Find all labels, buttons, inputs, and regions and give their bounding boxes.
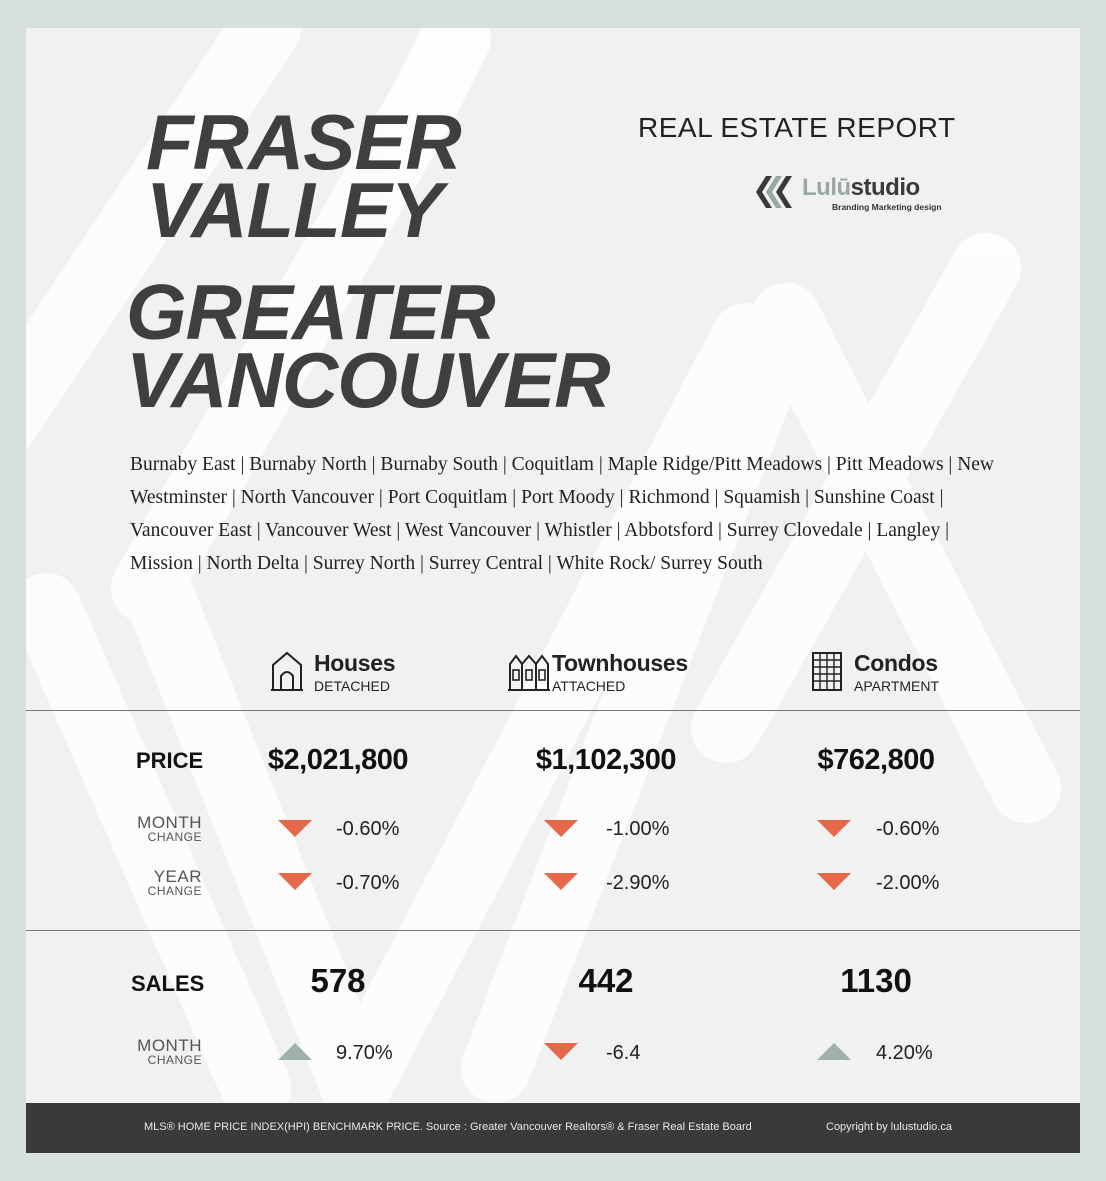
logo-wordmark (802, 174, 920, 202)
month-change-houses: -0.60% (336, 818, 400, 840)
footer-bar (26, 1103, 1080, 1153)
logo-brand-light: Lulū (802, 174, 851, 201)
column-name: Condos (854, 650, 938, 676)
down-arrow-icon (278, 820, 312, 838)
year-change-townhouses: -2.90% (606, 872, 670, 894)
title-line: VALLEY (146, 166, 442, 254)
year-change-label (112, 868, 202, 898)
column-subtitle: ATTACHED (552, 678, 626, 694)
title-line: FRASER (146, 98, 461, 186)
down-arrow-icon (544, 1043, 578, 1061)
townhouse-icon (508, 650, 550, 692)
footer-source: MLS® HOME PRICE INDEX(HPI) BENCHMARK PRICE. Source : Greater Vancouver Realtors® & Fraser Real Estate Board (144, 1121, 752, 1133)
sales-change-condos: 4.20% (876, 1042, 933, 1064)
sales-condos: 1130 (840, 962, 912, 999)
column-subtitle: APARTMENT (854, 678, 940, 694)
label-line: YEAR (153, 867, 202, 886)
year-change-houses: -0.70% (336, 872, 400, 894)
month-change-condos: -0.60% (876, 818, 940, 840)
report-label: REAL ESTATE REPORT (638, 112, 956, 143)
label-line: CHANGE (147, 1053, 202, 1067)
logo-brand-bold: studio (850, 174, 920, 201)
lulustudio-logo (754, 174, 944, 214)
price-houses: $2,021,800 (267, 744, 409, 776)
column-subtitle: DETACHED (314, 678, 390, 694)
report-card (26, 28, 1080, 1153)
down-arrow-icon (278, 873, 312, 891)
down-arrow-icon (817, 820, 851, 838)
label-line: MONTH (137, 1036, 202, 1055)
footer-copyright: Copyright by lulustudio.ca (826, 1121, 952, 1133)
title-line: VANCOUVER (126, 336, 610, 424)
down-arrow-icon (817, 873, 851, 891)
title-fraser-valley (146, 98, 461, 254)
up-arrow-icon (278, 1043, 312, 1061)
label-line: CHANGE (147, 884, 202, 898)
year-change-condos: -2.00% (876, 872, 940, 894)
label-line: MONTH (137, 813, 202, 832)
price-condos: $762,800 (817, 744, 935, 776)
month-change-townhouses: -1.00% (606, 818, 670, 840)
column-name: Houses (314, 650, 396, 676)
sales-change-townhouses: -6.4 (606, 1042, 641, 1064)
sales-houses: 578 (310, 962, 366, 999)
divider (26, 710, 1080, 711)
area-list: Burnaby East | Burnaby North | Burnaby South | Coquitlam | Maple Ridge/Pitt Meadows | Pitt Meadows | New Westminster | North Vancouver | Port Coquitlam | Port Moody | Richmond | Squamish | Sunshine Coast | Vancouver East | Vancouver West | West Vancouver | Whistler | Abbotsford | Surrey Clovedale | Langley | Mission | North Delta | Surrey North | Surrey Central | White Rock/ Surrey South (130, 454, 995, 574)
down-arrow-icon (544, 873, 578, 891)
house-icon (270, 650, 304, 692)
column-name: Townhouses (552, 650, 688, 676)
sales-label: SALES (131, 971, 205, 996)
down-arrow-icon (544, 820, 578, 838)
logo-mark-icon (754, 174, 794, 210)
month-change-label (112, 814, 202, 844)
divider (26, 930, 1080, 931)
sales-change-houses: 9.70% (336, 1042, 393, 1064)
sales-month-change-label (112, 1037, 202, 1067)
up-arrow-icon (817, 1043, 851, 1061)
label-line: CHANGE (147, 830, 202, 844)
price-label: PRICE (136, 748, 204, 773)
sales-townhouses: 442 (578, 962, 634, 999)
price-townhouses: $1,102,300 (535, 744, 677, 776)
title-line: GREATER (126, 268, 495, 356)
logo-tagline: Branding Marketing design (832, 202, 942, 212)
title-greater-vancouver (126, 268, 610, 424)
apartment-icon (810, 650, 844, 692)
